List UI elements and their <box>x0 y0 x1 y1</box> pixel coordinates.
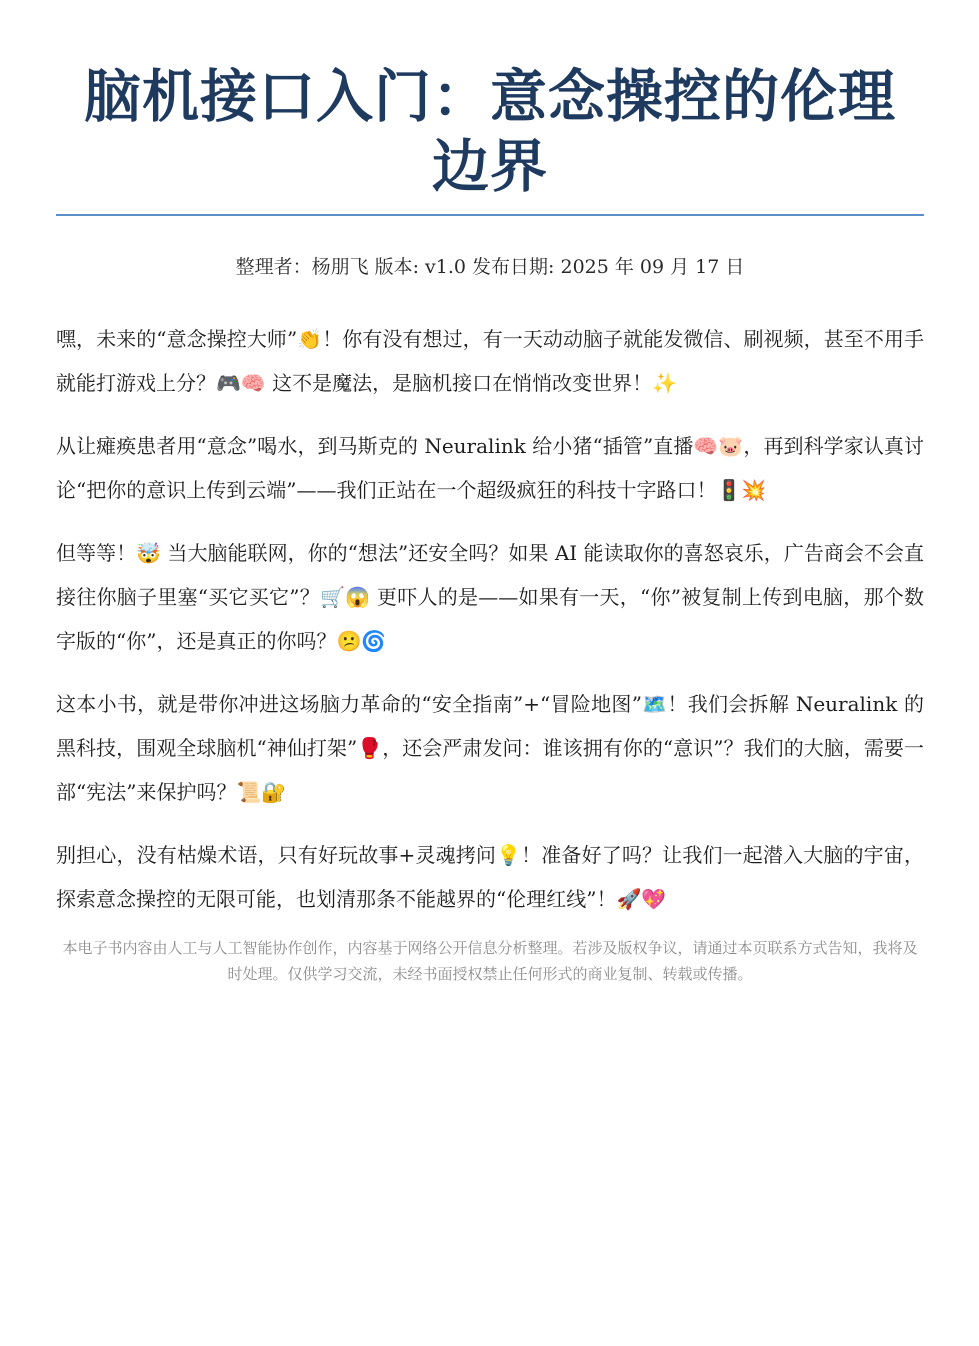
paragraph-book-overview: 这本小书，就是带你冲进这场脑力革命的“安全指南”+“冒险地图”🗺️！我们会拆解 Neuralink 的黑科技，围观全球脑机“神仙打架”🥊，还会严肃发问：谁该拥有你的“意识”？我们的大脑，需要一部“宪法”来保护吗？📜🔐 <box>56 692 924 804</box>
title-divider <box>56 214 924 216</box>
document-meta: 整理者：杨朋飞 版本: v1.0 发布日期: 2025 年 09 月 17 日 <box>235 256 745 278</box>
paragraph-invitation: 别担心，没有枯燥术语，只有好玩故事+灵魂拷问💡！准备好了吗？让我们一起潜入大脑的宇宙，探索意念操控的无限可能，也划清那条不能越界的“伦理红线”！🚀💖 <box>56 843 924 911</box>
document-page <box>56 62 924 987</box>
document-title: 脑机接口入门：意念操控的伦理边界 <box>84 64 896 200</box>
copyright-notice: 本电子书内容由人工与人工智能协作创作，内容基于网络公开信息分析整理。若涉及版权争议，请通过本页联系方式告知，我将及时处理。仅供学习交流，未经书面授权禁止任何形式的商业复制、转载或传播。 <box>62 939 918 983</box>
document-body <box>56 317 924 921</box>
paragraph-intro: 嘿，未来的“意念操控大师”👏！你有没有想过，有一天动动脑子就能发微信、刷视频，甚至不用手就能打游戏上分？🎮🧠 这不是魔法，是脑机接口在悄悄改变世界！✨ <box>56 327 924 395</box>
paragraph-concerns: 但等等！🤯 当大脑能联网，你的“想法”还安全吗？如果 AI 能读取你的喜怒哀乐，广告商会不会直接往你脑子里塞“买它买它”？🛒😱 更吓人的是——如果有一天，“你”被复制上传到电脑，那个数字版的“你”，还是真正的你吗？😕🌀 <box>56 541 924 653</box>
paragraph-examples: 从让瘫痪患者用“意念”喝水，到马斯克的 Neuralink 给小猪“插管”直播🧠🐷，再到科学家认真讨论“把你的意识上传到云端”——我们正站在一个超级疯狂的科技十字路口！🚦💥 <box>56 434 924 502</box>
